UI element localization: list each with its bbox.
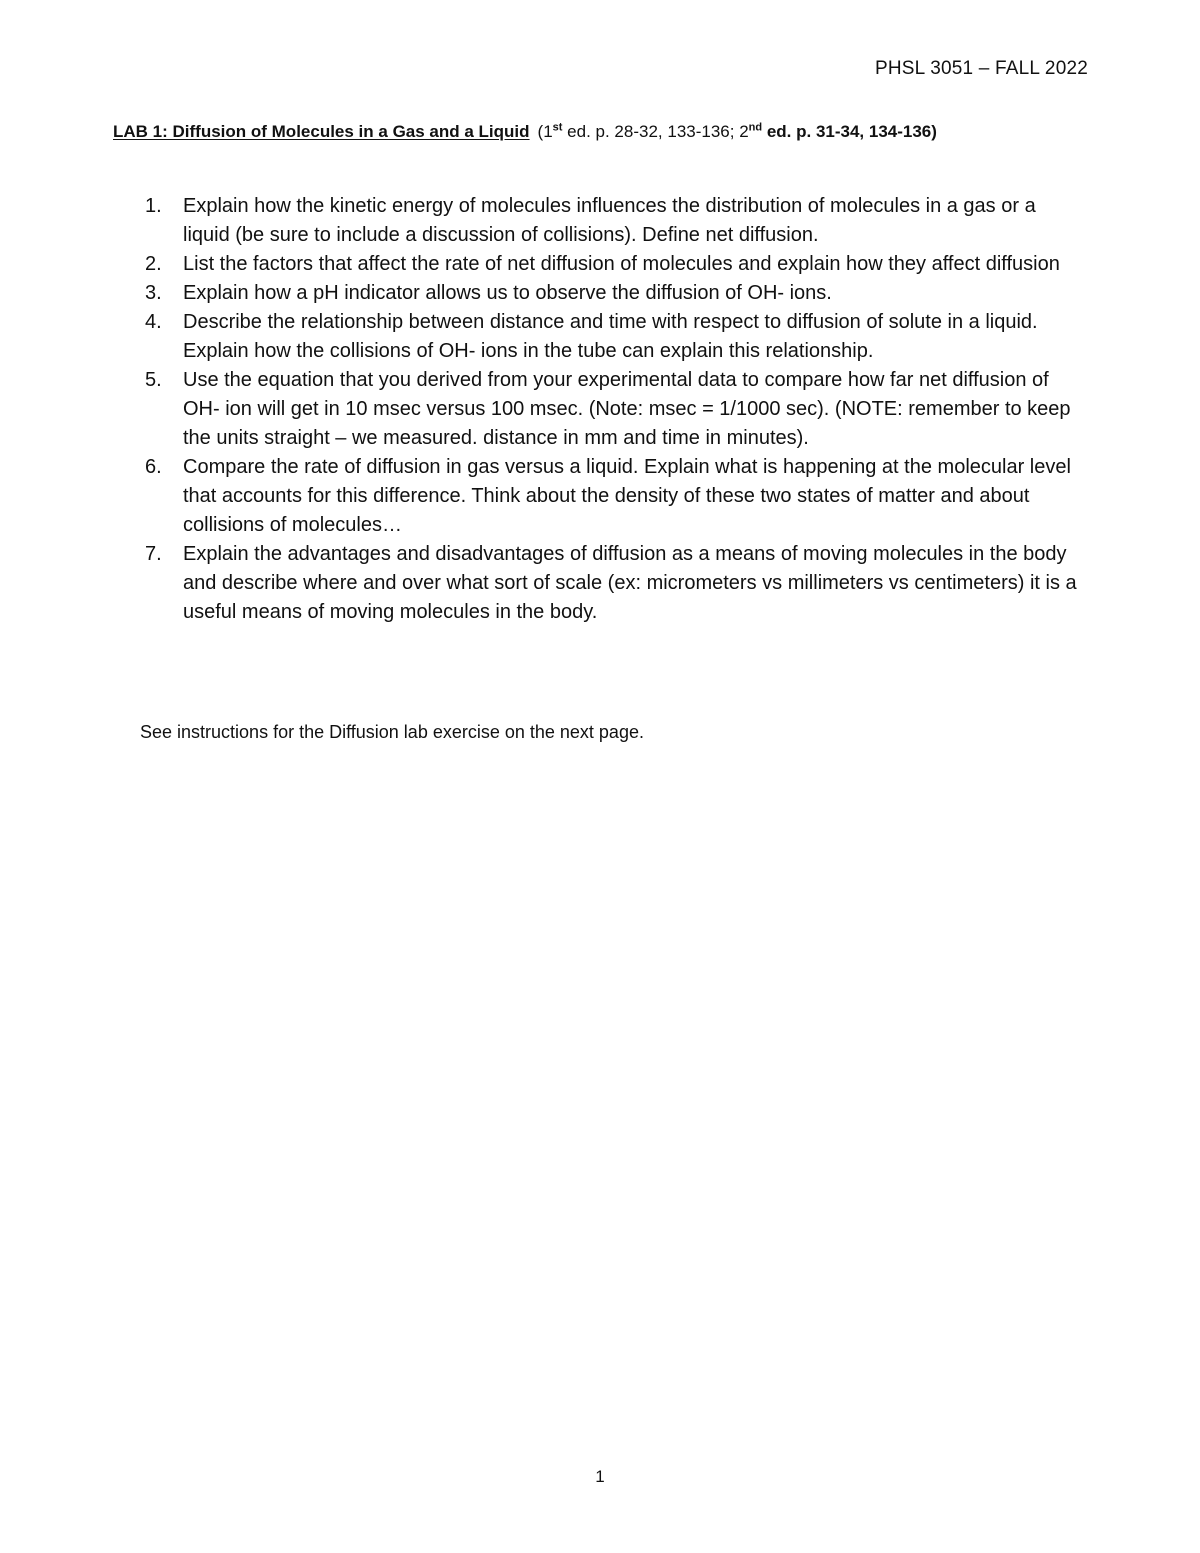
page-number: 1 bbox=[595, 1467, 605, 1486]
ref-sup-first: st bbox=[552, 121, 563, 134]
question-text: List the factors that affect the rate of net diffusion of molecules and explain how they affect diffusion bbox=[183, 253, 1060, 275]
question-number: 4. bbox=[145, 311, 162, 333]
ref-sup-second: nd bbox=[748, 121, 763, 134]
question-number: 3. bbox=[145, 282, 162, 304]
list-item bbox=[145, 453, 1083, 540]
ref-first-edition: ed. p. 28-32, 133-136; 2 bbox=[562, 122, 749, 141]
list-item bbox=[145, 192, 1083, 250]
next-page-note: See instructions for the Diffusion lab exercise on the next page. bbox=[140, 722, 644, 742]
list-item bbox=[145, 308, 1083, 366]
question-number: 2. bbox=[145, 253, 162, 275]
list-item bbox=[145, 279, 1083, 308]
question-number: 6. bbox=[145, 456, 162, 478]
list-item bbox=[145, 540, 1083, 627]
ref-second-edition: ed. p. 31-34, 134-136) bbox=[762, 122, 937, 141]
question-text: Explain the advantages and disadvantages of diffusion as a means of moving molecules in the body and describe where and over what sort of scale (ex: micrometers vs millimeters vs centimeters) it is a useful means of moving molecules in the body. bbox=[183, 543, 1077, 623]
question-number: 5. bbox=[145, 369, 162, 391]
lab-title bbox=[113, 122, 1093, 142]
lab-title-reference bbox=[538, 122, 937, 141]
question-text: Use the equation that you derived from your experimental data to compare how far net diffusion of OH- ion will get in 10 msec versus 100 msec. (Note: msec = 1/1000 sec). (NOTE: remember to keep the units straight – we measured. distance in mm and time in minutes). bbox=[183, 369, 1071, 449]
question-list bbox=[145, 192, 1083, 627]
question-text: Explain how the kinetic energy of molecules influences the distribution of molecules in a gas or a liquid (be sure to include a discussion of collisions). Define net diffusion. bbox=[183, 195, 1036, 246]
question-number: 1. bbox=[145, 195, 162, 217]
list-item bbox=[145, 366, 1083, 453]
question-text: Compare the rate of diffusion in gas versus a liquid. Explain what is happening at the molecular level that accounts for this difference. Think about the density of these two states of matter and about collisions of molecules… bbox=[183, 456, 1071, 536]
question-text: Describe the relationship between distance and time with respect to diffusion of solute in a liquid. Explain how the collisions of OH- ions in the tube can explain this relationship. bbox=[183, 311, 1038, 362]
lab-title-main: LAB 1: Diffusion of Molecules in a Gas and a Liquid bbox=[113, 122, 530, 141]
question-number: 7. bbox=[145, 543, 162, 565]
course-header: PHSL 3051 – FALL 2022 bbox=[874, 58, 1088, 79]
ref-open: (1 bbox=[537, 122, 553, 141]
question-text: Explain how a pH indicator allows us to observe the diffusion of OH- ions. bbox=[183, 282, 832, 304]
list-item bbox=[145, 250, 1083, 279]
